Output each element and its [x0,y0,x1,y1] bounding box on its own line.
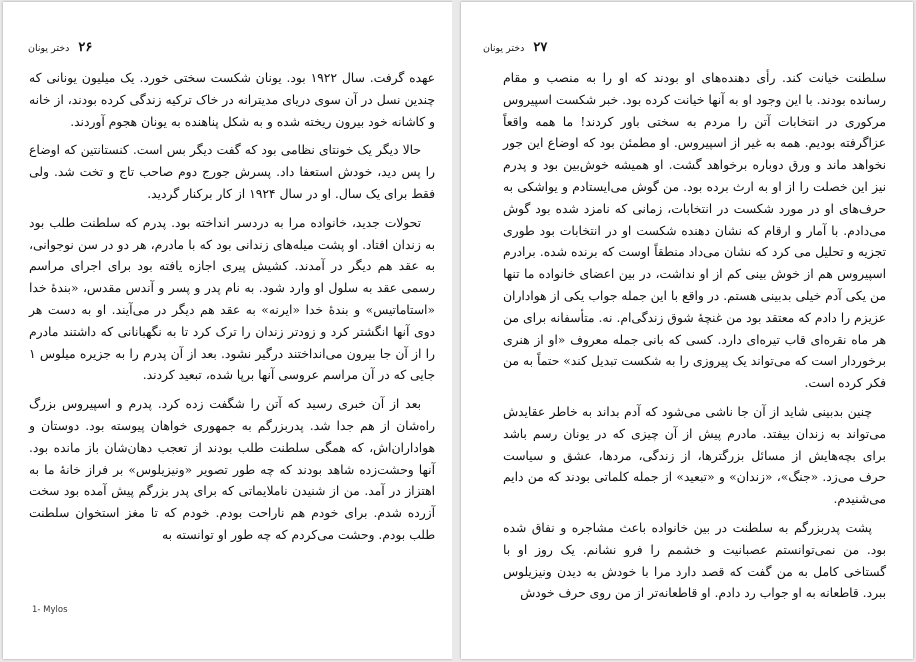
right-page-number: ۲۷ [533,40,548,55]
right-page [461,2,913,659]
left-page-body [29,68,435,554]
left-page-number: ۲۶ [78,40,93,55]
left-running-title: دختر یونان [28,43,70,54]
right-page-body [503,68,886,612]
left-page [3,2,455,659]
paragraph: بعد از آن خبری رسید که آتن را شگفت زده کرد. پدرم و اسپیروس بزرگ راه‌شان از هم جدا شد. پدربزرگم به جمهوری خواهان پیوسته بود. دوستان و هواداران‌اش، که همگی سلطنت طلب بودند از تعجب دهان‌شان باز مانده بود. آنها وحشت‌زده شاهد بودند که چه طور تصویر «ونیزیلوس» بر فراز خانهٔ ما به اهتزاز در آمد. من از شنیدن ناملایماتی که برای پدر بزرگم پیش آمده بود سخت آزرده شدم. برای خودم هم ناراحت بودم. خودم که تا مغز استخوان سلطنت طلب بودم. وحشت می‌کردم که چه طور او توانسته به [29,397,435,542]
paragraph: حالا دیگر یک خونتای نظامی بود که گفت دیگر بس است. کنستانتین که اوضاع را پس دید، خودش استعفا داد. پسرش جورج دوم صاحب تاج و تخت شد. ولی فقط برای یک سال. او در سال ۱۹۲۴ از کار برکنار گردید. [29,143,435,201]
paragraph: چنین بدبینی شاید از آن جا ناشی می‌شود که آدم بداند به خاطر عقایدش می‌تواند به زندان بیفتد. مادرم پیش از آن چیزی که در یونان رسم باشد برای بچه‌هایش از مسائل بزرگترها، از زندگی، مردها، عشق و سیاست حرف می‌زد. «جنگ»، «زندان» و «تبعید» از جمله کلماتی بودند که من دایم می‌شنیدم. [503,404,886,507]
right-page-header [483,40,547,55]
page-gutter [452,0,461,662]
paragraph: پشت پدربزرگم به سلطنت در بین خانواده باعث مشاجره و نفاق شده بود. من نمی‌توانستم عصبانیت و خشمم را فرو نشانم. یک روز او با گستاخی کامل به من گفت که قصد دارد مرا با خودش به دیدن ونیزیلوس ببرد. قاطعانه به او جواب رد دادم. او قاطعانه‌تر از من روی حرف خودش [503,520,886,601]
footnote: 1- Mylos [32,605,68,615]
paragraph: عهده گرفت. سال ۱۹۲۲ بود. یونان شکست سختی خورد. یک میلیون یونانی که چندین نسل در آن سوی دریای مدیترانه در خاک ترکیه زندگی کرده بودند، از خانه و کاشانه خود بیرون ریخته شده و به شکل پناهنده به یونان هجوم آوردند. [29,71,435,129]
paragraph: سلطنت خیانت کند. رأی دهنده‌های او بودند که او را به منصب و مقام رسانده بودند. با این وجود او به آنها خیانت کرده بود. خبر شکست اسپیروس مرکوری در انتخابات آتن را مردم به سختی باور کردند! ما همه واقعاً عزاگرفته بودیم. همه به غیر از اسپیروس. او مطمئن بود که اوضاع این جور نخواهد ماند و ورق دوباره برخواهد گشت. او همیشه خوش‌بین بود و پدرم نیز این خصلت را از او به ارث برده بود. من گوش می‌ایستادم و یواشکی به حرف‌های او در مورد شکست در انتخابات، زمانی که نامزد شده بود گوش می‌دادم. با آمار و ارقام که نشان دهنده شکست او در انتخابات بود طوری تجزیه و تحلیل می کرد که نشان می‌داد منطقاً اوست که برنده شده. برادرم اسپیروس هم از خوش بینی کم از او نداشت، در بین اعضای خانواده ما تنها من یکی آدم خیلی بدبینی هستم. در واقع با این جمله جواب یکی از هواداران عزیزم را دادم که معتقد بود من غنچهٔ شوق زندگی‌ام. نه. متأسفانه برای من هر ماه نقره‌ای قاب تیره‌ای دارد. کسی که بانی جمله معروف «او از هنری برخوردار است که می‌تواند یک پیروزی را به شکست تبدیل کند» حتماً به من فکر کرده است. [503,71,886,391]
left-page-header [28,40,92,55]
paragraph: تحولات جدید، خانواده مرا به دردسر انداخته بود. پدرم که سلطنت طلب بود به زندان افتاد. او پشت میله‌های زندانی بود که با مادرم، هر دو در سن نوجوانی، به عقد هم دیگر در آمدند. کشیش پیری اجازه یافته بود برای اجرای مراسم رسمی عقد به سلول او وارد شود. به نام پدر و پسر و آندس مقدس، «بندهٔ خدا «استاماتیس» و بندهٔ خدا «ایرنه» به عقد هم دیگر در می‌آیند. او به دست هر دوی آنها انگشتر کرد و زودتر زندان را ترک کرد تا به نگهبانانی که داشتند مادرم را از آن جا بیرون می‌انداختند درگیر نشود. بعد از آن پدرم را به جزیره میلوس ۱ جایی که در آن مراسم عروسی آنها برپا شده، تبعید کردند. [29,215,435,383]
right-running-title: دختر یونان [483,43,525,54]
